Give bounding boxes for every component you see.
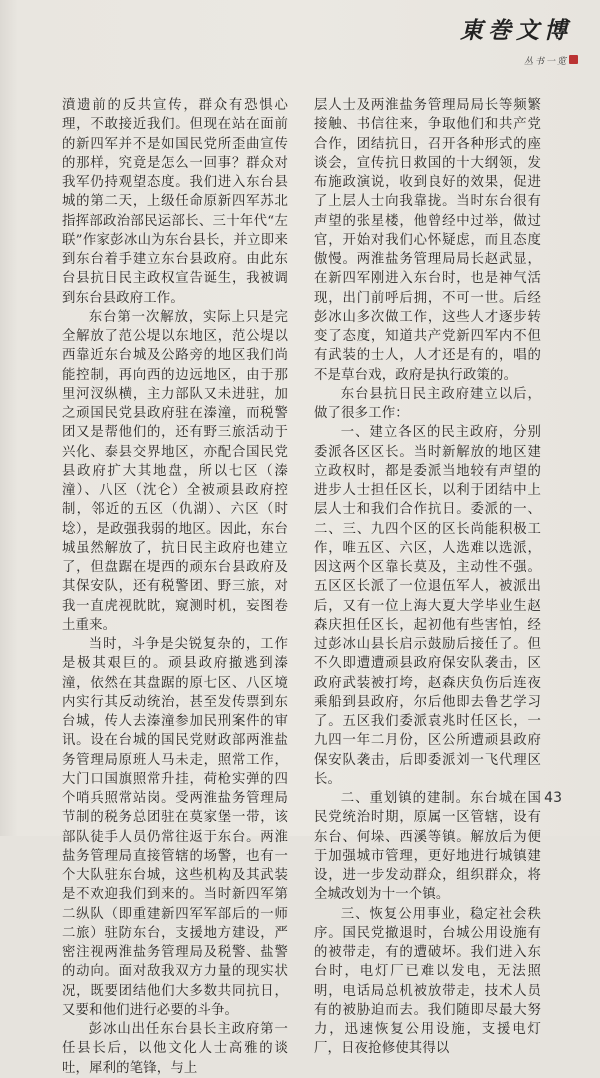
paragraph: 三、恢复公用事业，稳定社会秩序。国民党撤退时，台城公用设施有的被带走，有的遭破坏。我们进入东台时，电灯厂已难以发电，无法照明，电话局总机被放带走，技术人员有的被胁迫而去。我们随即尽最大努力，迅速恢复公用设施，支援电灯厂，日夜抢修使其得以: [314, 906, 541, 1057]
column-title: 東巻文博: [460, 17, 572, 44]
paragraph: 当时，斗争是尖锐复杂的，工作是极其艰巨的。顽县政府撤逃到溱潼，依然在其盘踞的原七区、八区境内实行其反动统治，甚至发传票到东台城，传人去溱潼参加民刑案件的审讯。设在台城的国民党财政部两淮盐务管理局原班人马未走，照常工作，大门口国旗照常升挂，荷枪实弹的四个哨兵照常站岗。受两淮盐务管理局节制的税务总团驻在莫家堡一带，该部队徒手人员仍常往返于东台。两淮盐务管理局直接管辖的场警，也有一个大队驻东台城，这些机构及其武装是不欢迎我们到来的。当时新四军第二纵队（即重建新四军军部后的一师二旅）驻防东台，支援地方建设，严密注视两淮盐务管理局及税警、盐警的动向。面对敌我双方力量的现实状况，既要团结他们大多数共同抗日，又要和他们进行必要的斗争。: [62, 637, 288, 1018]
page-number: 43: [544, 790, 562, 806]
paragraph: 层人士及两淮盐务管理局局长等频繁接触、书信往来，争取他们和共产党合作，团结抗日，召开各种形式的座谈会，宣传抗日救国的十大纲领，发布施政演说，收到良好的效果，促进了上层人士向我靠拢。当时东台很有声望的张星楼，他曾经中过举，做过官，开始对我们心怀疑虑，而且态度傲慢。两淮盐务管理局局长赵武显，在新四军刚进入东台时，也是神气活现，出门前呼后拥，不可一世。后经彭冰山多次做工作，这些人才逐步转变了态度，知道共产党新四军内不但有武装的士人，人才还是有的，唱的不是草台戏，政府是执行政策的。: [314, 98, 541, 383]
column-subtitle: 丛书一览: [523, 57, 568, 67]
column-header: [428, 10, 578, 70]
paragraph: 一、建立各区的民主政府，分别委派各区区长。当时新解放的地区建立政权时，都是委派当地较有声望的进步人士担任区长，以利于团结中上层人士和我们合作抗日。委派的一、二、三、九四个区的区长尚能积极工作，唯五区、六区，人选难以选派，因这两个区靠长莫及，主动性不强。五区区长派了一位退伍军人，被派出后，又有一位上海大夏大学毕业生赵森庆担任区长，起初他有些害怕，经过彭冰山县长启示鼓励后接任了。但不久即遭遭顽县政府保安队袭击，区政府武装被打垮，赵森庆负伤后连夜乘船到县政府，尔后他即去鲁艺学习了。五区我们委派袁兆时任区长，一九四一年二月份，区公所遭顽县政府保安队袭击，后即委派刘一飞代理区长。: [314, 425, 541, 787]
right-text-column: [314, 96, 541, 1059]
paragraph: 彭冰山出任东台县长主政府第一任县长后，以他文化人士高雅的谈吐，犀利的笔锋，与上: [62, 1022, 288, 1076]
left-text-column: [62, 96, 288, 1078]
seal-stamp-icon: [569, 55, 578, 64]
paragraph: 东台第一次解放，实际上只是完全解放了范公堤以东地区，范公堤以西靠近东台城及公路旁的地区我们尚能控制，再向西的边远地区，由于那里河汊纵横，主力部队又未进驻，加之顽国民党县政府驻在溱潼，而税警团又是帮他们的，还有野三旅活动于兴化、泰县交界地区，亦配合国民党县政府扩大其地盘，所以七区（溱潼）、八区（沈仑）全被顽县政府控制，邻近的五区（仇湖）、六区（时埝），是政强我弱的地区。因此，东台城虽然解放了，抗日民主政府也建立了，但盘踞在堤西的顽东台县政府及其保安队，还有税警团、野三旅，对我一直虎视眈眈，窥测时机，妄图卷土重来。: [62, 309, 288, 633]
paragraph: 东台县抗日民主政府建立以后，做了很多工作：: [314, 386, 541, 421]
paragraph: 二、重划镇的建制。东台城在国民党统治时期，原属一区管辖，设有东台、何垛、西溪等镇。解放后为便于加强城市管理，更好地进行城镇建设，进一步发动群众，组织群众，将全城改划为十一个镇。: [314, 791, 541, 903]
paragraph: 濆遗前的反共宣传，群众有恐惧心理，不敢接近我们。但现在站在面前的新四军并不是如国民党所歪曲宣传的那样，究竟是怎么一回事？群众对我军仍持观望态度。我们进入东台县城的第二天，上级任命原新四军苏北指挥部政治部民运部长、三十年代“左联”作家彭冰山为东台县长，并立即来到东台着手建立东台县政府。由此东台县抗日民主政权宣告诞生，我被调到东台县政府工作。: [62, 98, 288, 306]
